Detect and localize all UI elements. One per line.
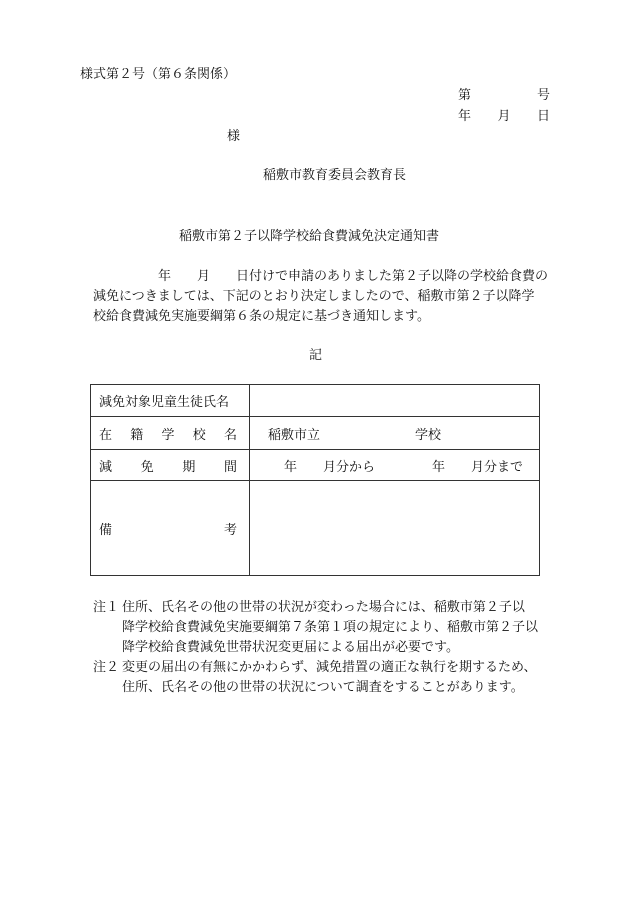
table-row-remarks	[91, 481, 540, 576]
body-paragraph	[93, 267, 556, 327]
note-mark: 注１	[93, 600, 120, 615]
note-line: 変更の届出の有無にかかわらず、減免措置の適正な執行を期するため、	[122, 660, 537, 675]
date-year: 年	[458, 109, 472, 124]
body-line: 年 月 日付けで申請のありました第２子以降の学校給食費の	[93, 269, 549, 284]
period-label: 減 免 期 間	[91, 450, 250, 481]
note-line: 降学校給食費減免世帯状況変更届による届出が必要です。	[122, 640, 459, 655]
body-line: 減免につきましては、下記のとおり決定しましたので、稲敷市第２子以降学	[93, 289, 535, 304]
note-line: 降学校給食費減免実施要綱第７条第１項の規定により、稲敷市第２子以	[122, 620, 539, 635]
issue-date	[458, 108, 550, 126]
form-label: 様式第２号（第６条関係）	[80, 67, 237, 82]
note-2	[93, 658, 563, 698]
period-to: 年 月分まで	[432, 459, 524, 475]
note-mark: 注２	[93, 660, 120, 675]
school-value	[250, 417, 540, 450]
issuer: 稲敷市教育委員会教育長	[263, 168, 407, 183]
table-row-student	[91, 385, 540, 417]
remarks-label: 備 考	[91, 481, 250, 576]
school-label: 在 籍 学 校 名	[91, 417, 250, 450]
number-prefix: 第	[458, 88, 472, 103]
notes-section	[93, 598, 563, 698]
table-row-period	[91, 450, 540, 481]
period-value	[250, 450, 540, 481]
school-suffix: 学校	[415, 427, 442, 443]
ki-heading: 記	[309, 348, 323, 363]
remarks-value	[250, 481, 540, 576]
date-day: 日	[536, 109, 550, 124]
school-city: 稲敷市立	[268, 427, 321, 443]
number-suffix: 号	[536, 88, 550, 103]
document-number	[458, 87, 550, 105]
period-from: 年 月分から	[284, 459, 376, 475]
table-row-school	[91, 417, 540, 450]
date-month: 月	[497, 109, 511, 124]
body-line: 校給食費減免実施要綱第６条の規定に基づき通知します。	[93, 309, 430, 324]
document-title: 稲敷市第２子以降学校給食費減免決定通知書	[179, 229, 440, 244]
note-1	[93, 598, 563, 658]
note-line: 住所、氏名その他の世帯の状況について調査をすることがあります。	[122, 680, 524, 695]
addressee-suffix: 様	[227, 129, 241, 144]
info-table	[90, 384, 540, 576]
student-name-value	[250, 385, 540, 417]
student-name-label: 減免対象児童生徒氏名	[91, 385, 250, 417]
note-line: 住所、氏名その他の世帯の状況が変わった場合には、稲敷市第２子以	[122, 600, 525, 615]
